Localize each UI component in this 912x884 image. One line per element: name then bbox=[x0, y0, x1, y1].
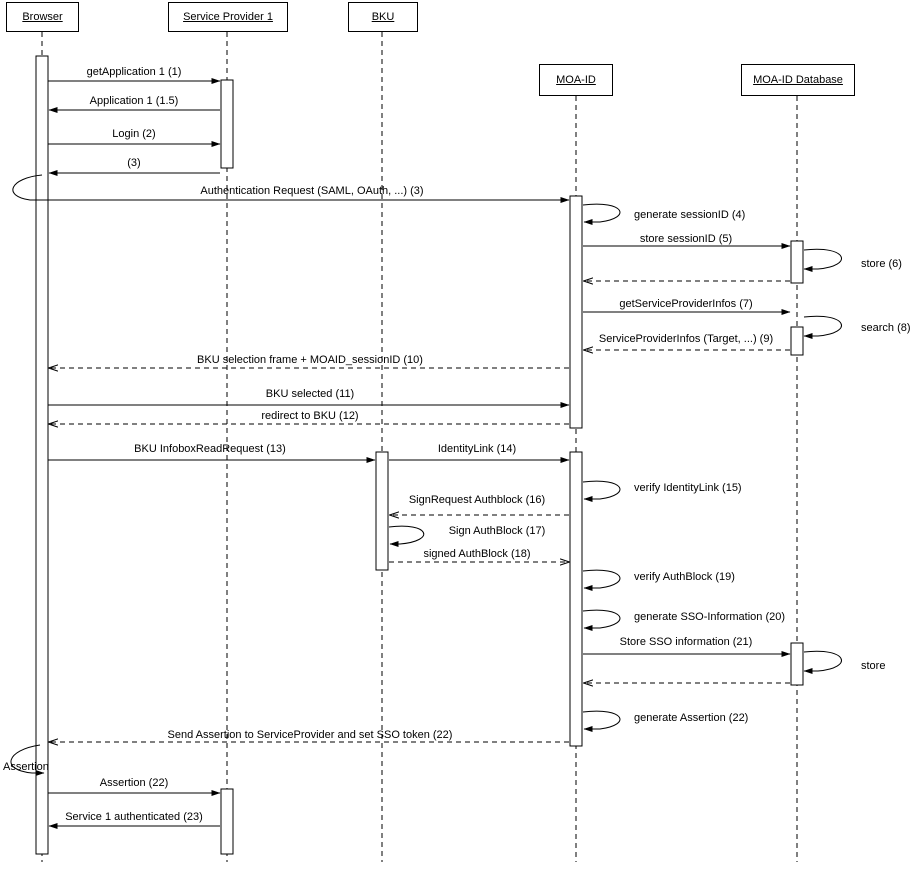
message-label-20: generate SSO-Information (20) bbox=[634, 611, 786, 623]
moaid-activation-1 bbox=[570, 196, 582, 428]
message-label-21b: store bbox=[861, 660, 886, 672]
message-self-6 bbox=[804, 249, 841, 269]
message-label-21: Store SSO information (21) bbox=[619, 636, 753, 648]
message-label-14: IdentityLink (14) bbox=[437, 443, 517, 455]
message-self-17 bbox=[389, 526, 424, 544]
message-label-18: signed AuthBlock (18) bbox=[423, 548, 531, 560]
lifeline-label-browser: Browser bbox=[22, 11, 63, 23]
lifeline-header-moaid[interactable] bbox=[539, 64, 613, 96]
message-self-4 bbox=[583, 204, 620, 222]
message-label-13: BKU InfoboxReadRequest (13) bbox=[134, 443, 286, 455]
message-label-23: Service 1 authenticated (23) bbox=[65, 811, 203, 823]
message-label-3: (3) bbox=[127, 157, 141, 169]
sp1-activation-1 bbox=[221, 80, 233, 168]
message-label-11: BKU selected (11) bbox=[265, 388, 355, 400]
lifeline-label-sp1: Service Provider 1 bbox=[183, 11, 273, 23]
message-self-20 bbox=[583, 610, 620, 628]
message-label-22a: generate Assertion (22) bbox=[634, 712, 749, 724]
moaiddb-activation-1 bbox=[791, 241, 803, 283]
message-label-22d: Assertion (22) bbox=[99, 777, 169, 789]
message-label-7: getServiceProviderInfos (7) bbox=[619, 298, 753, 310]
message-label-16: SignRequest Authblock (16) bbox=[408, 494, 546, 506]
message-label-8: search (8) bbox=[861, 322, 911, 334]
message-label-15: verify IdentityLink (15) bbox=[634, 482, 742, 494]
message-self-8 bbox=[804, 316, 841, 336]
message-label-19: verify AuthBlock (19) bbox=[634, 571, 735, 583]
message-label-2: Login (2) bbox=[112, 128, 156, 140]
message-label-1_5: Application 1 (1.5) bbox=[89, 95, 179, 107]
sp1-activation-2 bbox=[221, 789, 233, 854]
moaid-activation-2 bbox=[570, 452, 582, 746]
lifeline-header-sp1[interactable] bbox=[168, 2, 288, 32]
message-label-17: Sign AuthBlock (17) bbox=[448, 525, 546, 537]
message-self-19 bbox=[583, 570, 620, 588]
bku-activation-1 bbox=[376, 452, 388, 570]
lifeline-label-moaid: MOA-ID bbox=[556, 74, 596, 86]
message-self-22a bbox=[583, 711, 620, 729]
message-label-6: store (6) bbox=[861, 258, 902, 270]
message-label-4: generate sessionID (4) bbox=[634, 209, 746, 221]
message-self-21b bbox=[804, 651, 841, 671]
message-label-22b: Send Assertion to ServiceProvider and set SSO token (22) bbox=[167, 729, 453, 741]
lifeline-label-moaiddb: MOA-ID Database bbox=[753, 74, 843, 86]
message-label-1: getApplication 1 (1) bbox=[86, 66, 182, 78]
message-label-9: ServiceProviderInfos (Target, ...) (9) bbox=[598, 333, 774, 345]
lifeline-header-moaiddb[interactable] bbox=[741, 64, 855, 96]
message-label-22c: Assertion bbox=[3, 761, 49, 773]
lifeline-label-bku: BKU bbox=[371, 11, 395, 23]
lifeline-header-bku[interactable] bbox=[348, 2, 418, 32]
message-label-3b: Authentication Request (SAML, OAuth, ...) (3) bbox=[200, 185, 424, 197]
moaiddb-activation-2 bbox=[791, 327, 803, 355]
message-self-15 bbox=[583, 481, 620, 499]
message-label-5: store sessionID (5) bbox=[639, 233, 733, 245]
moaiddb-activation-3 bbox=[791, 643, 803, 685]
lifeline-header-browser[interactable] bbox=[6, 2, 79, 32]
message-label-12: redirect to BKU (12) bbox=[261, 410, 359, 422]
message-label-10: BKU selection frame + MOAID_sessionID (10) bbox=[197, 354, 423, 366]
